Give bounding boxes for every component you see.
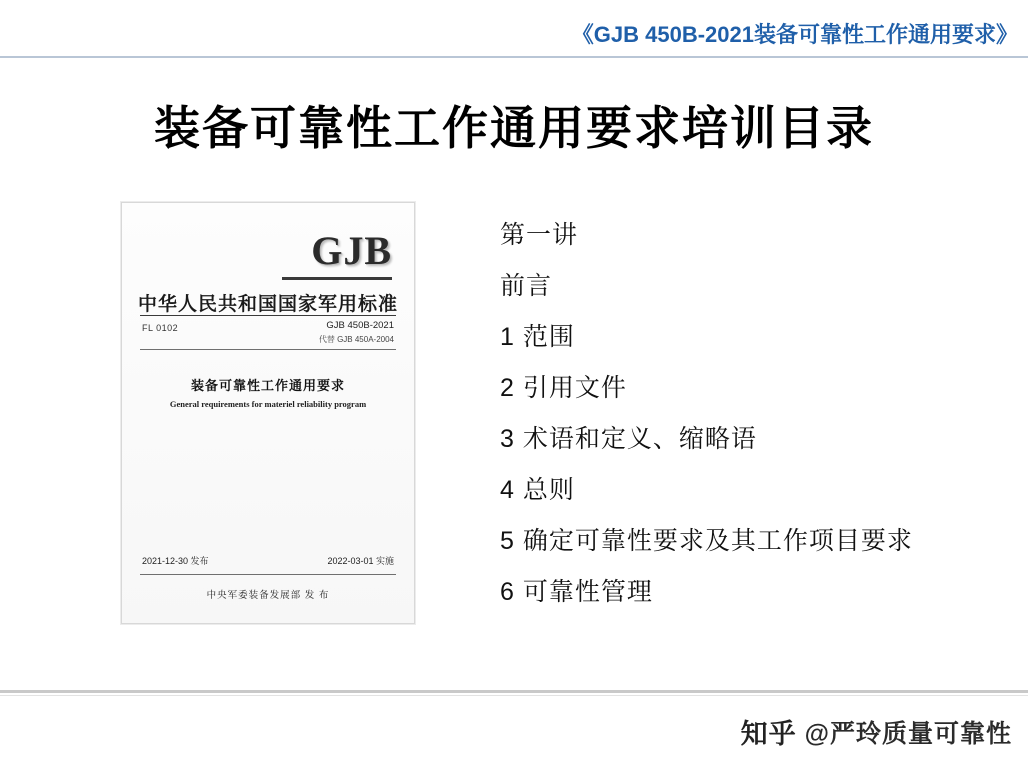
footer-divider-secondary — [0, 695, 1028, 696]
slide-header — [0, 0, 1028, 56]
list-item: 前言 — [500, 272, 553, 300]
watermark — [741, 712, 1012, 751]
zhihu-logo: 知乎 — [740, 719, 797, 749]
header-divider — [0, 56, 1028, 58]
cover-standard-number-block — [319, 319, 394, 347]
list-item: 1 范围 — [500, 323, 575, 351]
gjb-logo-underline — [282, 277, 392, 280]
cover-dates — [142, 554, 394, 567]
cover-replaces: 代替 GJB 450A-2004 — [318, 335, 394, 344]
list-item: 2 引用文件 — [500, 374, 627, 402]
cover-document-title-en: General requirements for materiel reliability program — [169, 399, 367, 409]
standard-cover-image — [121, 202, 415, 624]
header-title: 《GJB 450B-2021装备可靠性工作通用要求》 — [571, 22, 1018, 47]
cover-divider-top — [140, 315, 396, 316]
cover-issue-date: 2021-12-30 发布 — [142, 556, 209, 566]
footer-divider — [0, 690, 1028, 693]
slide-content — [0, 198, 1028, 638]
cover-organization: 中华人民共和国国家军用标准 — [137, 294, 398, 315]
cover-divider-mid — [140, 349, 396, 350]
watermark-username: @严玲质量可靠性 — [804, 719, 1012, 748]
cover-divider-bottom — [140, 574, 396, 575]
page-title: 装备可靠性工作通用要求培训目录 — [154, 102, 874, 154]
cover-standard-number: GJB 450B-2021 — [326, 320, 394, 331]
list-item: 第一讲 — [500, 221, 579, 249]
cover-document-title: 装备可靠性工作通用要求 — [190, 378, 345, 393]
list-item: 3 术语和定义、缩略语 — [500, 425, 757, 453]
list-item: 4 总则 — [500, 476, 575, 504]
list-item: 5 确定可靠性要求及其工作项目要求 — [500, 527, 913, 555]
cover-issuer: 中央军委装备发展部 发 布 — [206, 590, 330, 601]
toc-list — [500, 210, 1000, 618]
gjb-logo: GJB — [311, 228, 392, 273]
cover-effective-date: 2022-03-01 实施 — [327, 556, 394, 566]
list-item: 6 可靠性管理 — [500, 578, 653, 606]
cover-fl-code: FL 0102 — [142, 323, 179, 333]
